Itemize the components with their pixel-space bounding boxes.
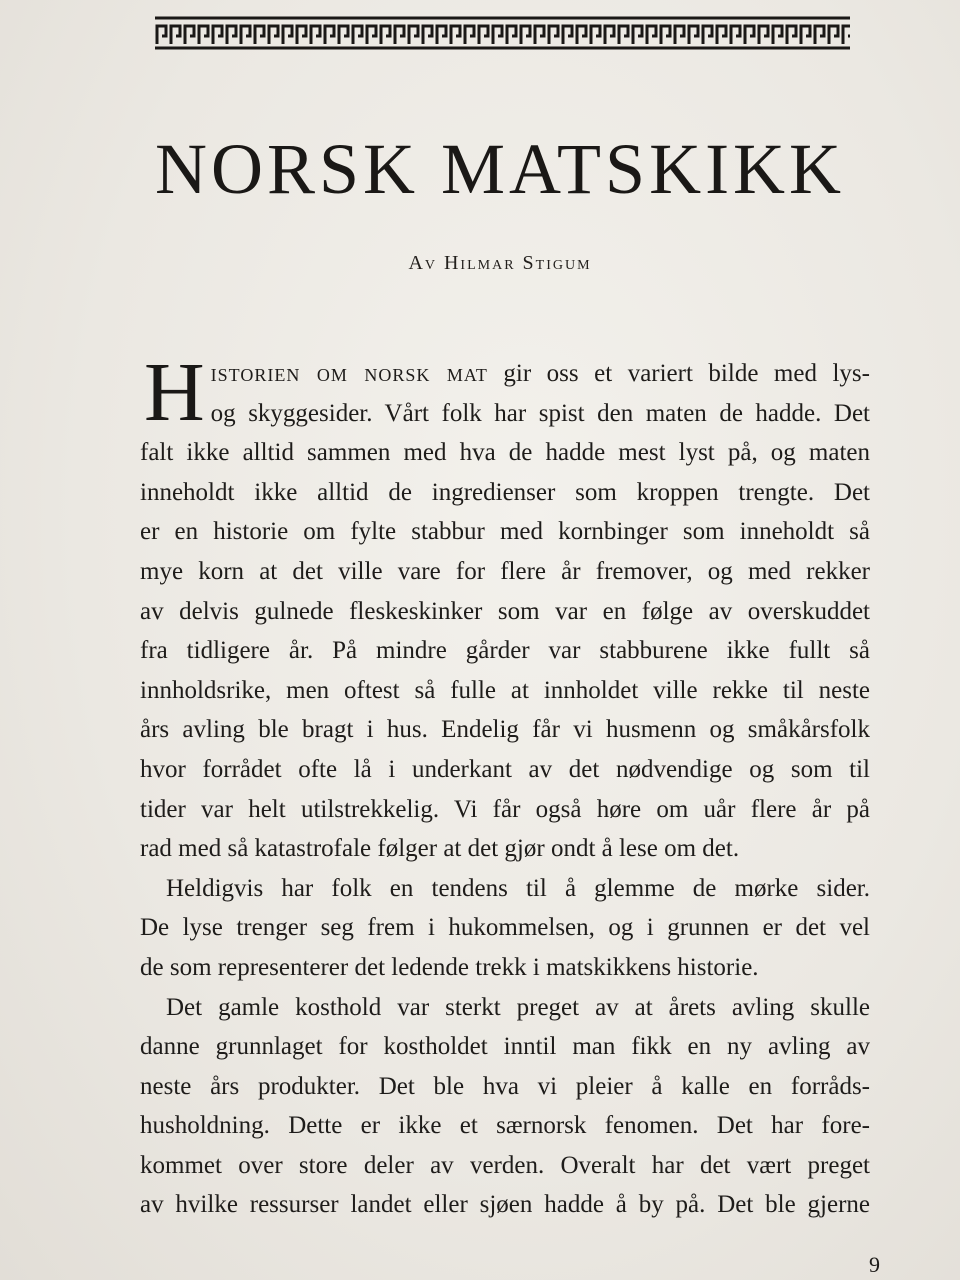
text-line: års avling ble bragt i hus. Endelig får vi husmenn og småkårsfolk [140, 716, 870, 744]
text-line: falt ikke alltid sammen med hva de hadde mest lyst på, og maten [140, 439, 870, 467]
text-line: mye korn at det ville vare for flere år fremover, og med rekker [140, 557, 870, 585]
text-line: tider var helt utilstrekkelig. Vi får også høre om uår flere år på [140, 795, 870, 823]
text-line: innholdsrike, men oftest så fulle at innholdet ville rekke til neste [140, 676, 870, 704]
text-line: Heldigvis har folk en tendens til å glemme de mørke sider. [166, 874, 870, 902]
text-line: av hvilke ressurser landet eller sjøen hadde å by på. Det ble gjerne [140, 1191, 870, 1219]
text-line: rad med så katastrofale følger at det gjør ondt å lese om det. [140, 835, 740, 863]
text-line: istorien om norsk mat gir oss et variert bilde med lys- [210, 360, 870, 387]
text-line: av delvis gulnede fleskeskinker som var en følge av overskuddet [140, 597, 870, 625]
text-line: er en historie om fylte stabbur med kornbinger som inneholdt så [140, 518, 870, 546]
page-title: NORSK MATSKIKK [154, 129, 846, 209]
text-line: husholdning. Dette er ikke et særnorsk fenomen. Det har fore- [140, 1112, 870, 1140]
page-number: 9 [869, 1252, 880, 1277]
body-text [140, 346, 870, 1225]
text-line: og skyggesider. Vårt folk har spist den maten de hadde. Det [210, 399, 870, 427]
text-line: fra tidligere år. På mindre gårder var stabburene ikke fullt så [140, 637, 870, 665]
text-line: Det gamle kosthold var sterkt preget av at årets avling skulle [166, 993, 870, 1021]
text-line: kommet over store deler av verden. Overalt har det vært preget [140, 1151, 870, 1179]
decorative-border-ornament [155, 14, 850, 54]
byline: Av Hilmar Stigum [408, 252, 592, 274]
lead-in: istorien om norsk mat [210, 360, 488, 387]
text-line: neste års produkter. Det ble hva vi pleier å kalle en forråds- [140, 1072, 870, 1100]
text-line: de som representerer det ledende trekk i matskikkens historie. [140, 953, 759, 981]
text-line: danne grunnlaget for kostholdet inntil man fikk en ny avling av [140, 1033, 870, 1061]
text-line: inneholdt ikke alltid de ingredienser som kroppen trengte. Det [140, 478, 870, 506]
drop-cap: H [144, 346, 205, 439]
text-line: hvor forrådet ofte lå i underkant av det nødvendige og som til [140, 755, 870, 783]
text-line: De lyse trenger seg frem i hukommelsen, og i grunnen er det vel [140, 914, 870, 942]
